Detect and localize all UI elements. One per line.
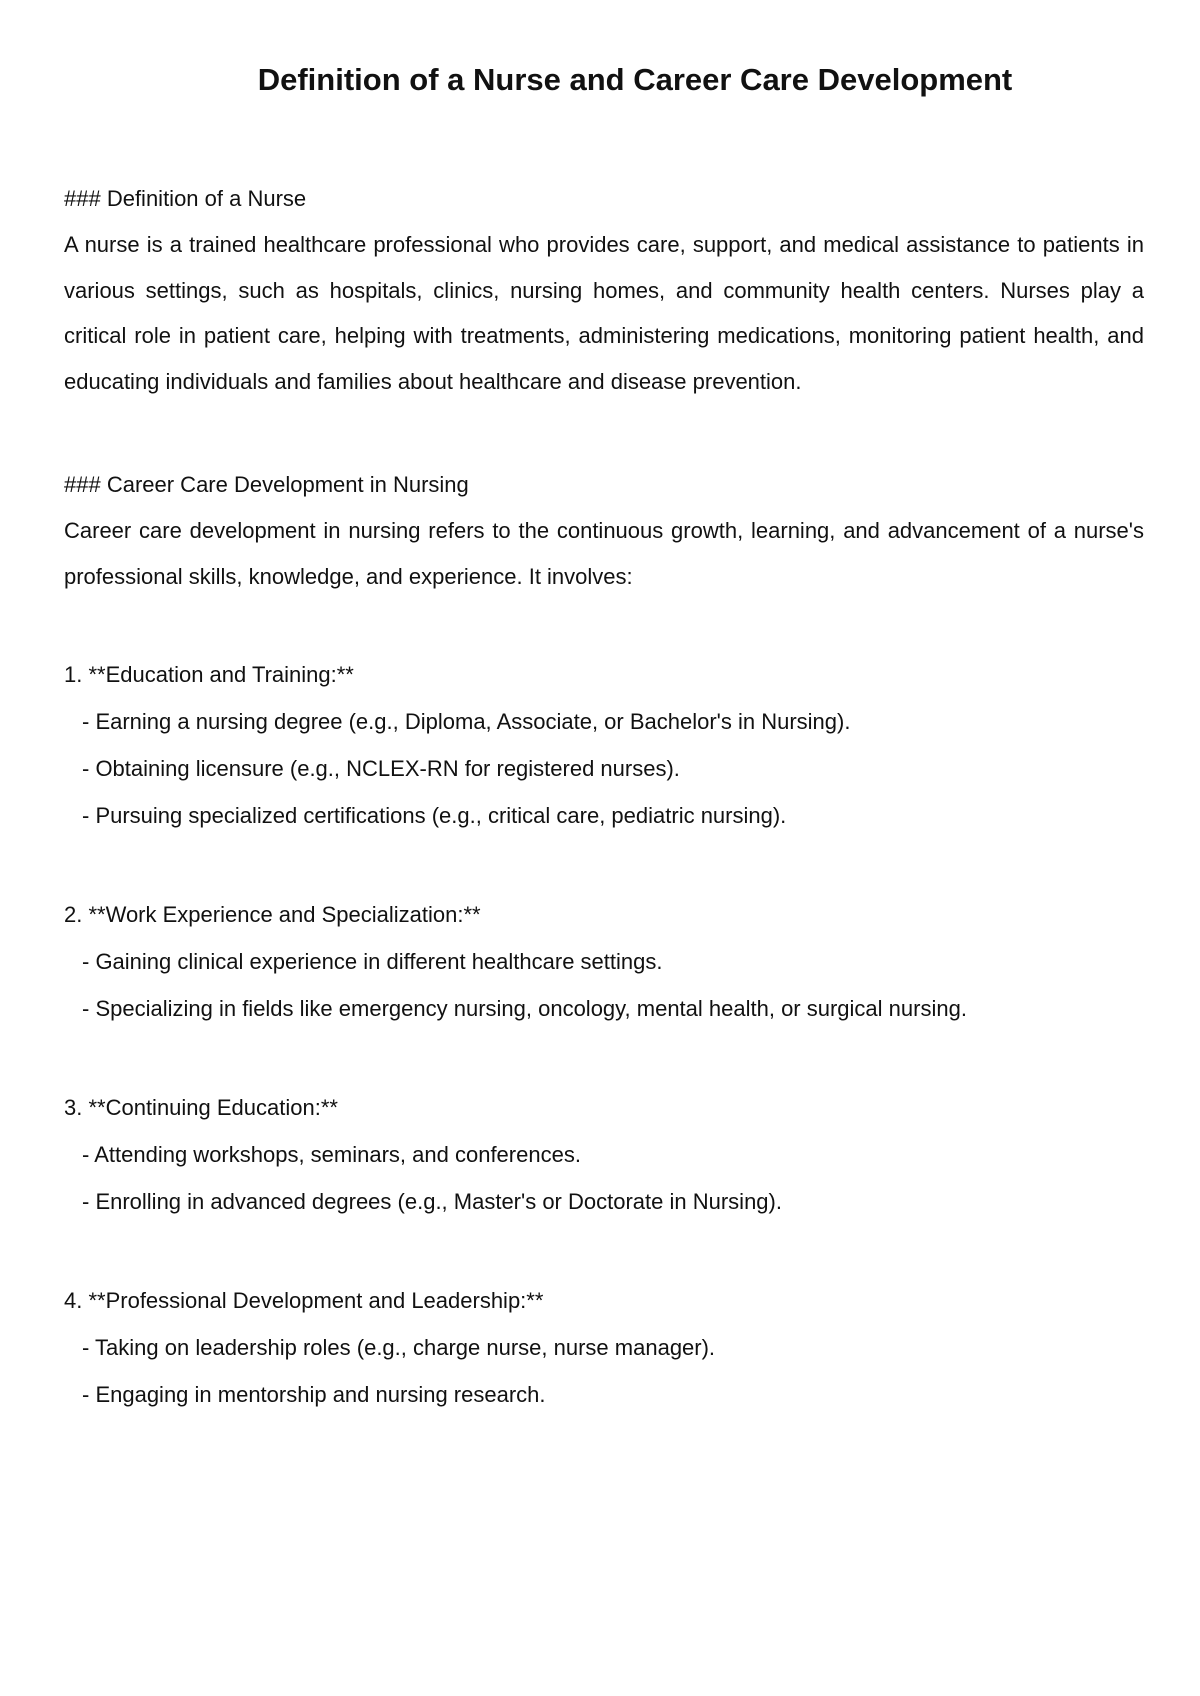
document-title: Definition of a Nurse and Career Care Development bbox=[257, 62, 1013, 97]
list-item-title: 3. **Continuing Education:** bbox=[64, 1095, 338, 1120]
list-bullet: - Engaging in mentorship and nursing research. bbox=[82, 1382, 546, 1407]
list-spacer bbox=[64, 1032, 1144, 1084]
list-item-experience bbox=[64, 891, 1144, 1032]
section-spacer bbox=[64, 599, 1144, 651]
list-item-title: 4. **Professional Development and Leadership:** bbox=[64, 1288, 544, 1313]
list-bullet: - Obtaining licensure (e.g., NCLEX-RN for registered nurses). bbox=[82, 756, 680, 781]
list-item-continuing-education bbox=[64, 1084, 1144, 1225]
list-spacer bbox=[64, 839, 1144, 891]
list-bullet: - Gaining clinical experience in different healthcare settings. bbox=[82, 949, 663, 974]
career-paragraph: Career care development in nursing refers to the continuous growth, learning, and advancement of a nurse's professional skills, knowledge, and experience. It involves: bbox=[64, 518, 1144, 589]
definition-heading: ### Definition of a Nurse bbox=[64, 186, 307, 211]
career-heading: ### Career Care Development in Nursing bbox=[64, 472, 469, 497]
career-section bbox=[64, 462, 1144, 599]
list-item-title: 2. **Work Experience and Specialization:** bbox=[64, 902, 481, 927]
list-item-leadership bbox=[64, 1277, 1144, 1418]
list-bullet: - Earning a nursing degree (e.g., Diploma, Associate, or Bachelor's in Nursing). bbox=[82, 709, 851, 734]
section-spacer bbox=[64, 404, 1144, 462]
definition-paragraph: A nurse is a trained healthcare professional who provides care, support, and medical assistance to patients in various settings, such as hospitals, clinics, nursing homes, and community health centers. Nurses play a critical role in patient care, helping with treatments, administering medications, monitoring patient health, and educating individuals and families about healthcare and disease prevention. bbox=[64, 232, 1144, 394]
list-bullet: - Taking on leadership roles (e.g., charge nurse, nurse manager). bbox=[82, 1335, 716, 1360]
list-spacer bbox=[64, 1225, 1144, 1277]
list-bullet: - Specializing in fields like emergency nursing, oncology, mental health, or surgical nursing. bbox=[82, 996, 967, 1021]
list-bullet: - Pursuing specialized certifications (e.g., critical care, pediatric nursing). bbox=[82, 803, 787, 828]
list-bullet: - Attending workshops, seminars, and conferences. bbox=[82, 1142, 581, 1167]
document-body bbox=[64, 176, 1144, 1418]
list-item-education bbox=[64, 651, 1144, 839]
definition-section bbox=[64, 176, 1144, 404]
list-item-title: 1. **Education and Training:** bbox=[64, 662, 354, 687]
list-bullet: - Enrolling in advanced degrees (e.g., Master's or Doctorate in Nursing). bbox=[82, 1189, 782, 1214]
